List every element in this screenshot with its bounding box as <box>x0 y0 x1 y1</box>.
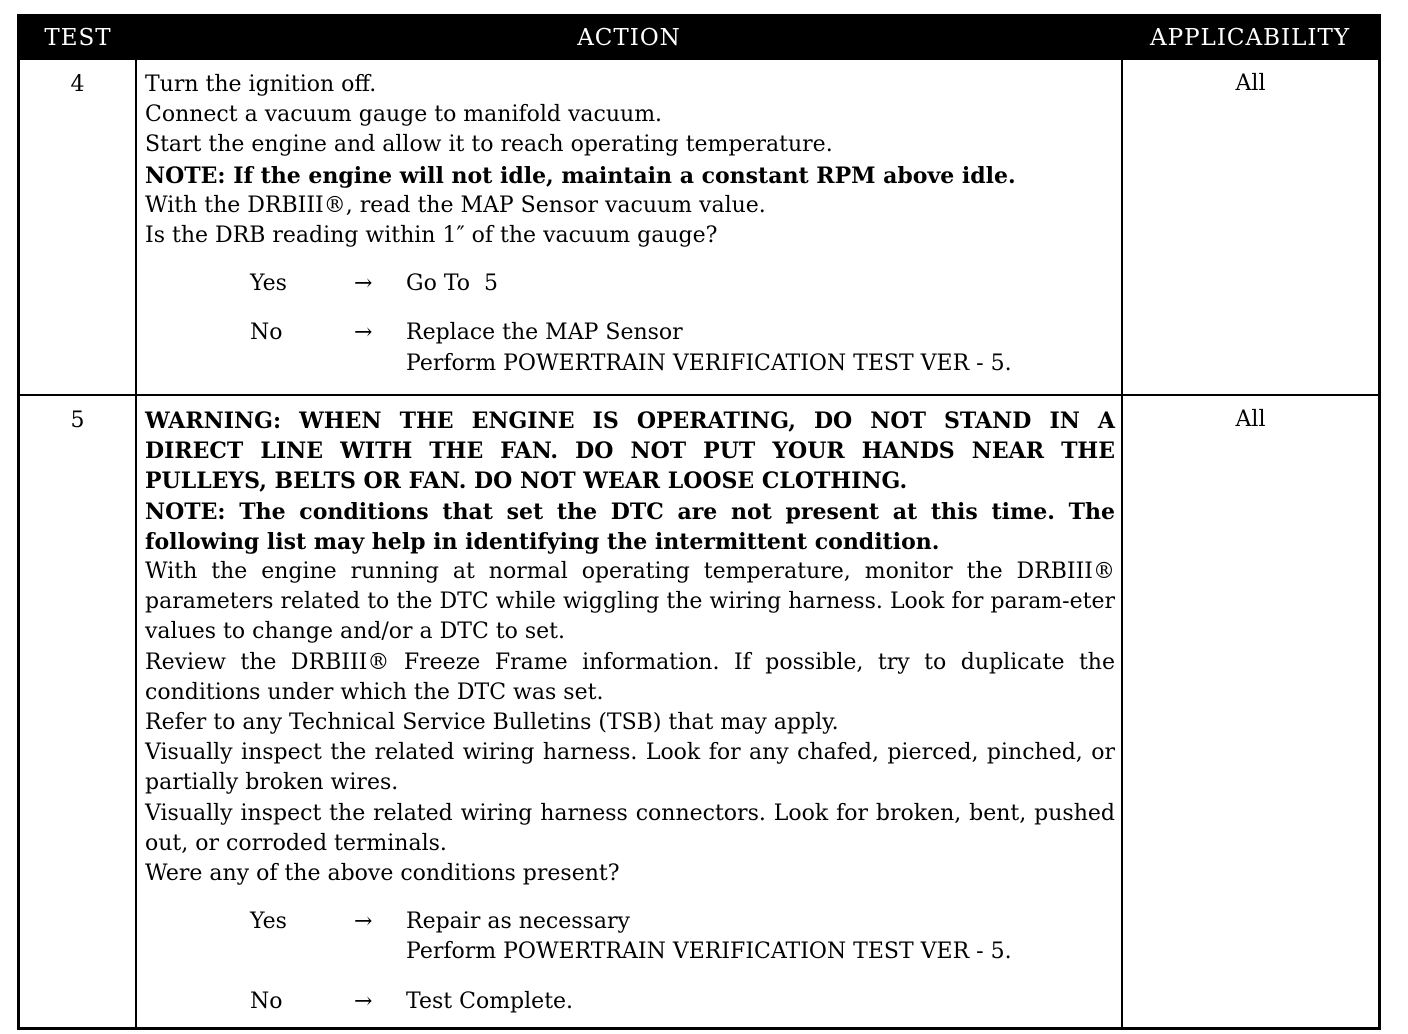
step-text: Visually inspect the related wiring harness connectors. Look for broken, bent, pushed out, or corroded terminals. <box>145 800 1115 856</box>
arrow-icon: → <box>354 271 373 297</box>
result-line: Test Complete. <box>406 988 574 1014</box>
step-text: Review the DRBIII® Freeze Frame information. If possible, try to duplicate the conditions under which the DTC was set. <box>145 649 1115 705</box>
header-test: TEST <box>19 16 137 60</box>
step-text: Turn the ignition off. <box>145 72 377 97</box>
answer-result <box>406 269 1115 299</box>
note-text: NOTE: The conditions that set the DTC are not present at this time. The following list may help in identifying the intermittent condition. <box>145 498 1115 555</box>
answer-no <box>250 987 1115 1017</box>
table-row <box>19 59 1380 395</box>
arrow-icon: → <box>354 320 373 346</box>
answer-list <box>145 269 1115 379</box>
step-text: Connect a vacuum gauge to manifold vacuum. <box>145 102 663 128</box>
answer-list <box>145 907 1115 1017</box>
result-line: Perform POWERTRAIN VERIFICATION TEST VER - 5. <box>406 350 1012 376</box>
answer-no <box>250 318 1115 378</box>
answer-yes <box>250 269 1115 299</box>
answer-label: No <box>250 988 283 1014</box>
step-text: Start the engine and allow it to reach operating temperature. <box>145 132 833 158</box>
answer-label: Yes <box>250 909 287 935</box>
table-header-row <box>19 16 1380 60</box>
step-text: With the engine running at normal operating temperature, monitor the DRBIII® parameters related to the DTC while wiggling the wiring harness. Look for param-eter values to change and/or a DTC to set. <box>145 559 1115 645</box>
answer-yes <box>250 907 1115 967</box>
header-action: ACTION <box>136 16 1122 60</box>
result-line: Perform POWERTRAIN VERIFICATION TEST VER - 5. <box>406 939 1012 965</box>
applicability-value: All <box>1122 59 1380 395</box>
diagnostic-test-table <box>17 14 1381 1030</box>
result-line: Replace the MAP Sensor <box>406 320 683 346</box>
question-text: Were any of the above conditions present? <box>145 861 620 887</box>
question-text: Is the DRB reading within 1″ of the vacuum gauge? <box>145 223 718 249</box>
answer-label: No <box>250 320 283 346</box>
arrow-icon: → <box>354 909 373 935</box>
result-line: Repair as necessary <box>406 909 630 935</box>
arrow-icon: → <box>354 988 373 1014</box>
answer-label: Yes <box>250 271 287 297</box>
action-cell <box>136 395 1122 1028</box>
table-row <box>19 395 1380 1028</box>
header-applicability: APPLICABILITY <box>1122 16 1380 60</box>
test-number: 5 <box>19 395 137 1028</box>
action-cell <box>136 59 1122 395</box>
answer-result <box>406 318 1115 378</box>
note-text: NOTE: If the engine will not idle, maintain a constant RPM above idle. <box>145 162 1016 189</box>
step-text: With the DRBIII®, read the MAP Sensor vacuum value. <box>145 192 766 218</box>
test-number: 4 <box>19 59 137 395</box>
answer-result <box>406 987 1115 1017</box>
step-text: Visually inspect the related wiring harness. Look for any chafed, pierced, pinched, or partially broken wires. <box>145 740 1115 796</box>
applicability-value: All <box>1122 395 1380 1028</box>
answer-result <box>406 907 1115 967</box>
result-line: Go To 5 <box>406 271 499 297</box>
warning-text: WARNING: WHEN THE ENGINE IS OPERATING, DO NOT STAND IN A DIRECT LINE WITH THE FAN. DO NOT PUT YOUR HANDS NEAR THE PULLEYS, BELTS OR FAN. DO NOT WEAR LOOSE CLOTHING. <box>145 408 1115 495</box>
step-text: Refer to any Technical Service Bulletins (TSB) that may apply. <box>145 710 839 736</box>
